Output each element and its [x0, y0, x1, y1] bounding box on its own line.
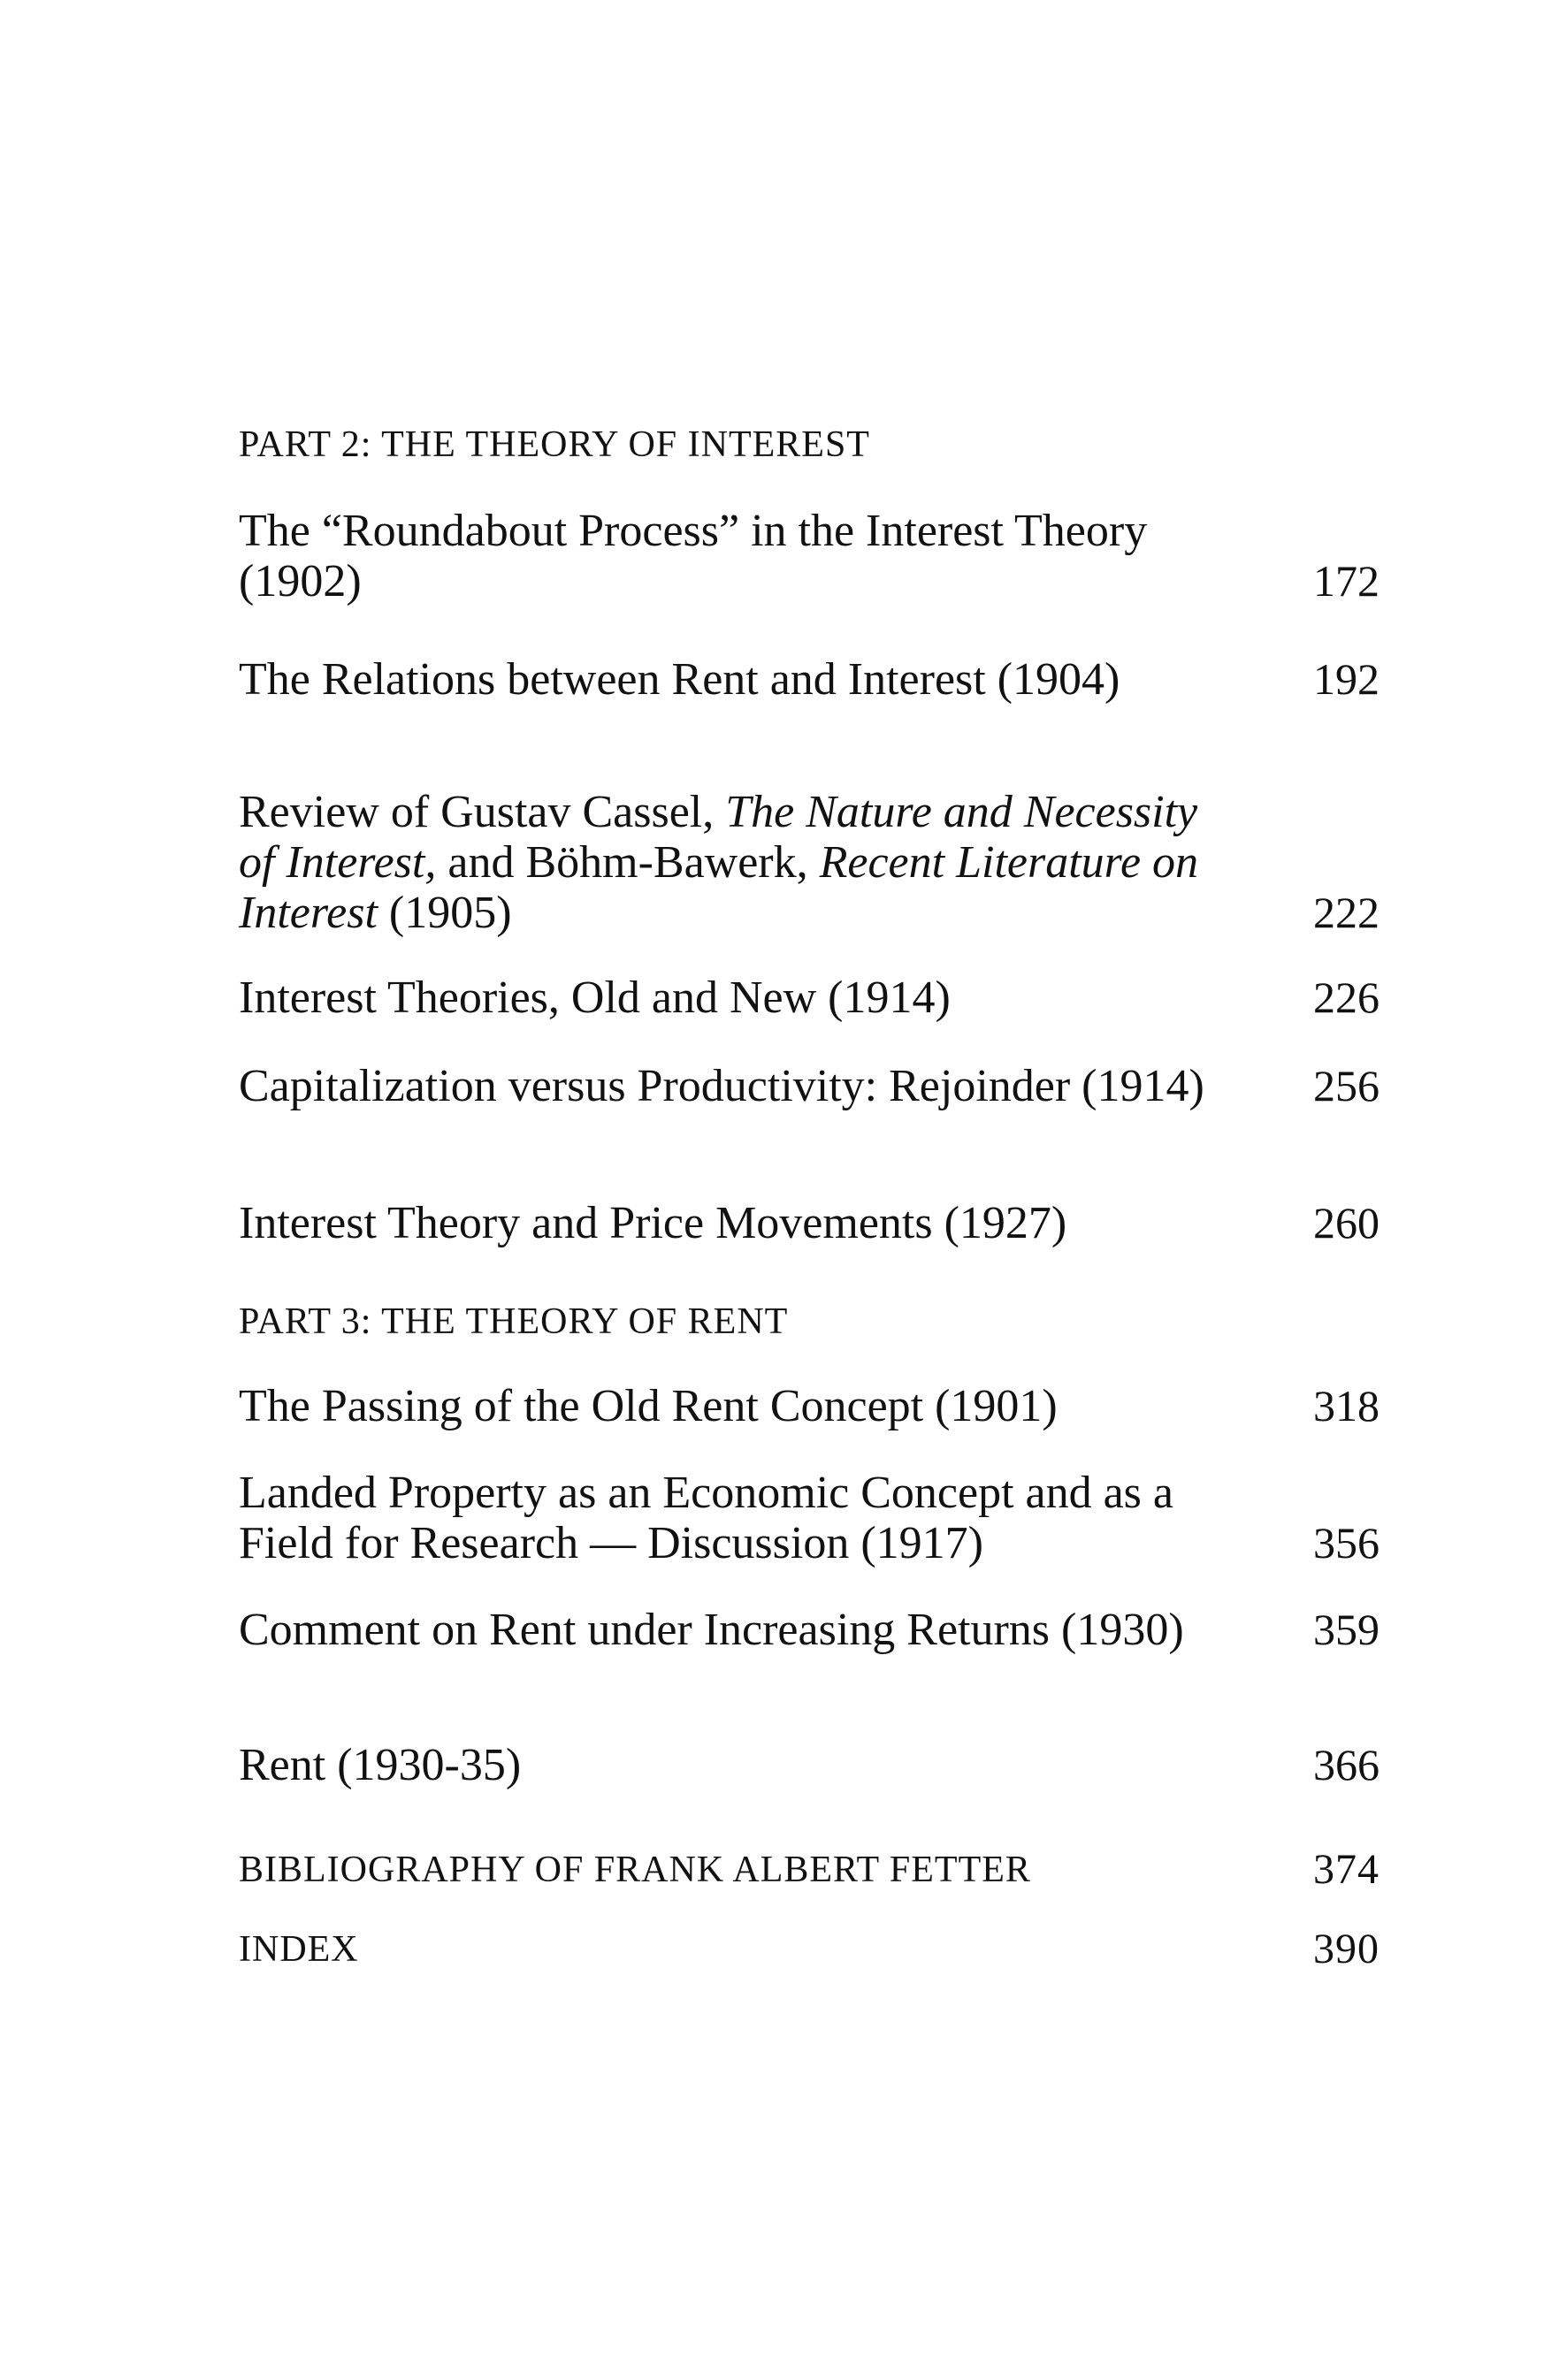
toc-entry-page: 192 [1313, 654, 1380, 704]
bibliography-title: BIBLIOGRAPHY OF FRANK ALBERT FETTER [239, 1850, 1031, 1890]
toc-entry [239, 973, 1380, 1023]
toc-entry-title: Comment on Rent under Increasing Returns (1930) [239, 1605, 1184, 1655]
toc-entry [239, 506, 1380, 606]
toc-entry [239, 1468, 1380, 1568]
toc-entry-page: 356 [1313, 1518, 1380, 1568]
toc-entry-page: 260 [1313, 1198, 1380, 1247]
toc-entry-title: The Relations between Rent and Interest (1904) [239, 654, 1120, 705]
toc-entry-page: 222 [1313, 888, 1380, 937]
index-entry [239, 1927, 1380, 1972]
toc-entry [239, 1381, 1380, 1431]
toc-entry-title: The Passing of the Old Rent Concept (1901) [239, 1381, 1058, 1431]
part-2-heading: PART 2: THE THEORY OF INTEREST [239, 424, 870, 465]
toc-entry-title: Interest Theories, Old and New (1914) [239, 973, 951, 1023]
bibliography-entry [239, 1848, 1380, 1892]
toc-entry [239, 654, 1380, 705]
toc-entry [239, 1740, 1380, 1790]
toc-entry [239, 1198, 1380, 1248]
toc-entry-title [239, 787, 1212, 938]
toc-entry [239, 787, 1380, 938]
toc-entry-page: 226 [1313, 973, 1380, 1022]
toc-entry-title-part: and Böhm-Bawerk, [436, 837, 820, 888]
book-title-italic: The Nature and Necessity of Interest, [239, 787, 1198, 888]
toc-entry-page: 359 [1313, 1605, 1380, 1654]
toc-entry [239, 1061, 1380, 1111]
toc-entry [239, 1605, 1380, 1655]
index-title: INDEX [239, 1929, 359, 1970]
toc-entry-title: Capitalization versus Productivity: Rejoinder (1914) [239, 1061, 1204, 1111]
bibliography-page: 374 [1313, 1846, 1380, 1893]
toc-entry-page: 256 [1313, 1061, 1380, 1110]
toc-entry-title: The “Roundabout Process” in the Interest Theory (1902) [239, 506, 1148, 606]
toc-entry-title: Rent (1930-35) [239, 1740, 522, 1790]
toc-entry-title-part: (1905) [377, 888, 512, 938]
toc-entry-page: 366 [1313, 1740, 1380, 1789]
toc-entry-page: 172 [1313, 556, 1380, 606]
toc-entry-page: 318 [1313, 1381, 1380, 1430]
toc-entry-title-part: Review of Gustav Cassel, [239, 787, 726, 837]
book-title-italic: Recent Literature on Interest [239, 837, 1199, 938]
part-3-heading: PART 3: THE THEORY OF RENT [239, 1301, 789, 1342]
toc-entry-title: Interest Theory and Price Movements (1927) [239, 1198, 1067, 1248]
index-page: 390 [1313, 1926, 1380, 1972]
toc-entry-title: Landed Property as an Economic Concept and as a Field for Research — Discussion (1917) [239, 1468, 1173, 1568]
